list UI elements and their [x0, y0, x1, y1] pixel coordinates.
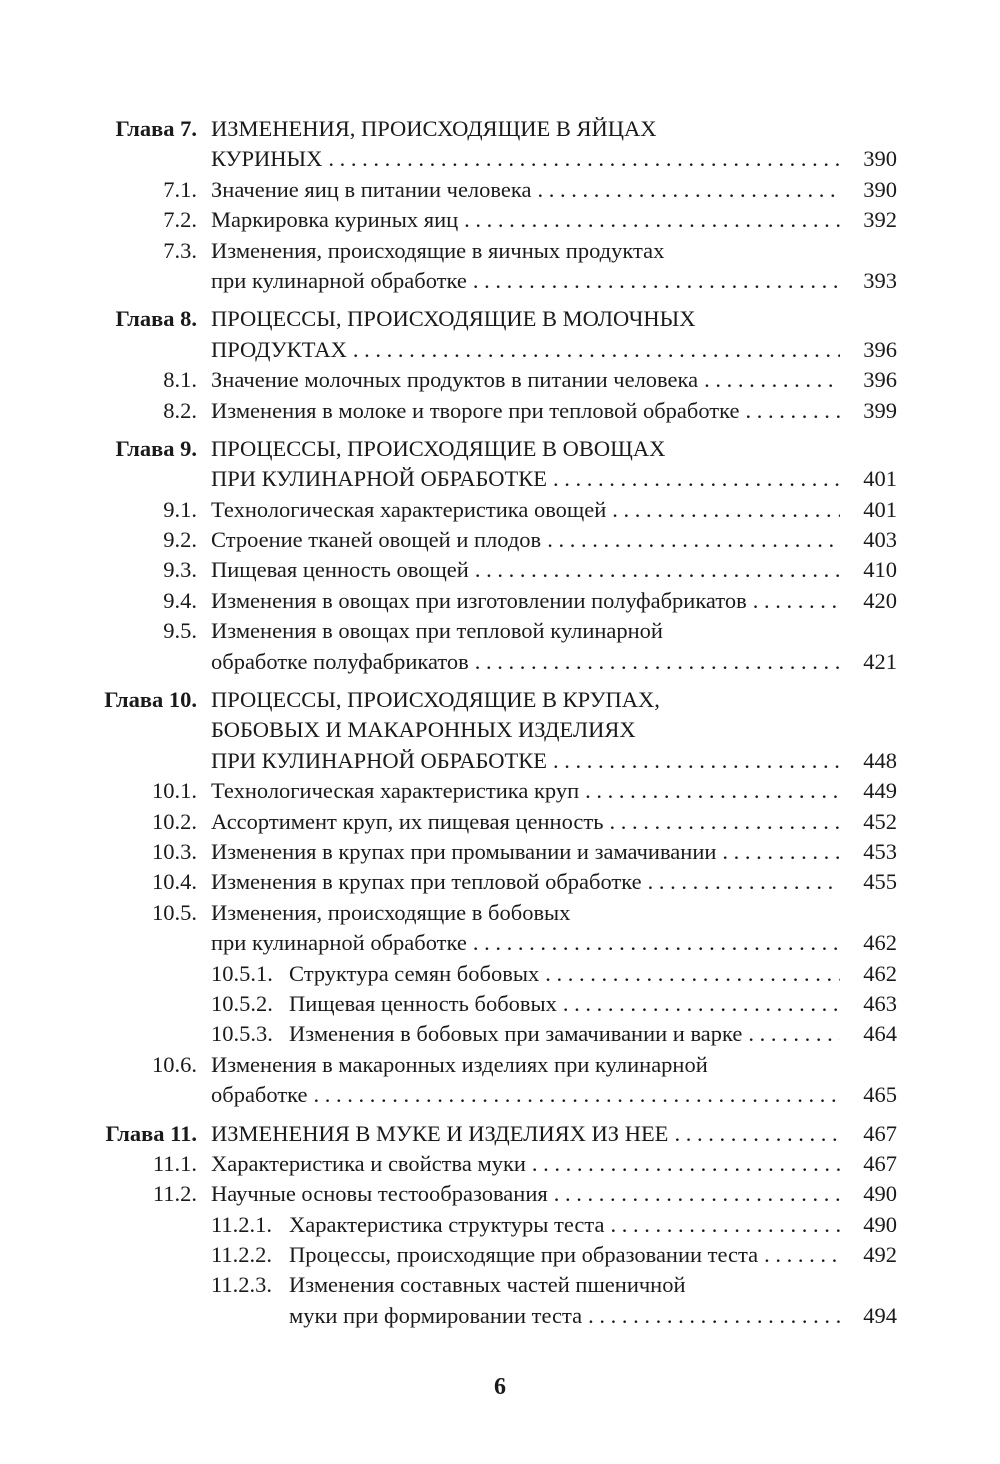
dot-leader	[585, 776, 840, 806]
entry-number: Глава 9.	[115, 435, 197, 461]
entry-number: 11.1.	[152, 1150, 197, 1176]
entry-text-wrap	[289, 959, 840, 989]
entry-title: ИЗМЕНЕНИЯ, ПРОИСХОДЯЩИЕ В ЯЙЦАХ	[211, 116, 657, 141]
entry-title: ПРОДУКТАХ	[211, 336, 347, 362]
entry-title: обработке	[211, 1082, 308, 1108]
entry-title: Изменения в молоке и твороге при тепловой обработке	[211, 397, 740, 423]
entry-page: 421	[863, 648, 897, 674]
entry-title: при кулинарной обработке	[211, 930, 467, 956]
entry-text-wrap	[289, 1301, 840, 1331]
entry-number: Глава 10.	[104, 687, 197, 713]
toc-entry	[0, 1179, 1000, 1209]
entry-title: БОБОВЫХ И МАКАРОННЫХ ИЗДЕЛИЯХ	[211, 717, 636, 743]
dot-leader	[537, 175, 840, 205]
toc-entry	[0, 335, 1000, 365]
entry-title: ПРИ КУЛИНАРНОЙ ОБРАБОТКЕ	[211, 466, 548, 492]
entry-number: 10.5.2.	[211, 990, 273, 1016]
dot-leader	[553, 746, 840, 776]
entry-text-wrap	[211, 616, 840, 646]
entry-title: ИЗМЕНЕНИЯ В МУКЕ И ИЗДЕЛИЯХ ИЗ НЕЕ	[211, 1120, 669, 1146]
dot-leader	[353, 335, 840, 365]
entry-number: 8.2.	[163, 397, 197, 423]
entry-text-wrap	[211, 1050, 840, 1080]
entry-text-wrap	[211, 715, 840, 745]
entry-title: Изменения в крупах при промывании и замачивании	[211, 838, 717, 864]
entry-number: 11.2.3.	[211, 1272, 273, 1298]
dot-leader	[563, 989, 840, 1019]
entry-text-wrap	[211, 586, 840, 616]
entry-page: 390	[863, 146, 897, 172]
dot-leader	[473, 266, 840, 296]
entry-page: 467	[863, 1150, 897, 1176]
entry-title: Характеристика структуры теста	[289, 1211, 605, 1237]
entry-number: 10.5.1.	[211, 960, 273, 986]
entry-title: Структура семян бобовых	[289, 960, 540, 986]
entry-text-wrap	[211, 335, 840, 365]
entry-number: 10.6.	[152, 1051, 197, 1077]
entry-page: 390	[863, 176, 897, 202]
entry-text-wrap	[211, 205, 840, 235]
dot-leader	[753, 586, 840, 616]
toc-entry	[0, 236, 1000, 266]
toc-entry	[0, 1240, 1000, 1270]
entry-title: ПРОЦЕССЫ, ПРОИСХОДЯЩИЕ В МОЛОЧНЫХ	[211, 306, 696, 332]
entry-page: 396	[863, 367, 897, 393]
chapter-heading	[0, 304, 1000, 334]
entry-number: 9.4.	[163, 587, 197, 613]
entry-text-wrap	[211, 555, 840, 585]
entry-title: Изменения в макаронных изделиях при кулинарной	[211, 1051, 708, 1077]
entry-text-wrap	[289, 1019, 840, 1049]
entry-title: Изменения в крупах при тепловой обработке	[211, 869, 642, 895]
dot-leader	[553, 464, 840, 494]
chapter-heading	[0, 114, 1000, 144]
entry-page: 452	[863, 808, 897, 834]
dot-leader	[704, 365, 840, 395]
dot-leader	[473, 928, 840, 958]
entry-title: ПРОЦЕССЫ, ПРОИСХОДЯЩИЕ В ОВОЩАХ	[211, 435, 666, 461]
toc-entry	[0, 898, 1000, 928]
entry-page: 462	[863, 960, 897, 986]
dot-leader	[764, 1240, 840, 1270]
toc-entry	[0, 1149, 1000, 1179]
entry-title: Изменения, происходящие в яичных продуктах	[211, 237, 665, 263]
entry-text-wrap	[211, 144, 840, 174]
toc-entry	[0, 837, 1000, 867]
entry-text-wrap	[211, 685, 840, 715]
entry-text-wrap	[211, 807, 840, 837]
entry-title: Научные основы тестообразования	[211, 1181, 548, 1207]
entry-text-wrap	[211, 898, 840, 928]
entry-number: 10.5.	[152, 899, 197, 925]
chapter-heading	[0, 434, 1000, 464]
toc-entry	[0, 867, 1000, 897]
entry-page: 463	[863, 990, 897, 1016]
entry-page: 448	[863, 747, 897, 773]
entry-text-wrap	[289, 1210, 840, 1240]
entry-title: Изменения в овощах при тепловой кулинарной	[211, 618, 663, 644]
entry-title: Технологическая характеристика круп	[211, 778, 580, 804]
entry-page: 396	[863, 336, 897, 362]
entry-text-wrap	[211, 776, 840, 806]
entry-title: Значение молочных продуктов в питании человека	[211, 367, 699, 393]
dot-leader	[610, 807, 841, 837]
entry-title: Технологическая характеристика овощей	[211, 496, 607, 522]
entry-page: 467	[863, 1120, 897, 1146]
entry-title: Изменения составных частей пшеничной	[289, 1272, 686, 1298]
entry-text-wrap	[211, 396, 840, 426]
entry-number: Глава 8.	[115, 306, 197, 332]
entry-number: 10.4.	[152, 869, 197, 895]
dot-leader	[588, 1301, 840, 1331]
entry-text-wrap	[211, 525, 840, 555]
entry-page: 455	[863, 869, 897, 895]
dot-leader	[746, 396, 841, 426]
entry-number: 9.1.	[163, 496, 197, 522]
entry-text-wrap	[211, 647, 840, 677]
entry-page: 401	[863, 466, 897, 492]
entry-title: Изменения в бобовых при замачивании и варке	[289, 1021, 743, 1047]
entry-text-wrap	[211, 175, 840, 205]
entry-title: ПРИ КУЛИНАРНОЙ ОБРАБОТКЕ	[211, 747, 548, 773]
chapter-heading	[0, 1119, 1000, 1149]
toc-entry	[0, 989, 1000, 1019]
toc-entry	[0, 1301, 1000, 1331]
entry-text-wrap	[211, 1179, 840, 1209]
entry-title: Изменения в овощах при изготовлении полуфабрикатов	[211, 587, 747, 613]
entry-number: 7.1.	[163, 176, 197, 202]
toc-entry	[0, 586, 1000, 616]
toc-entry	[0, 746, 1000, 776]
entry-text-wrap	[211, 837, 840, 867]
entry-title: ПРОЦЕССЫ, ПРОИСХОДЯЩИЕ В КРУПАХ,	[211, 687, 660, 713]
toc-entry	[0, 647, 1000, 677]
entry-text-wrap	[211, 1149, 840, 1179]
chapter-block	[0, 1119, 1000, 1332]
chapter-block	[0, 685, 1000, 1110]
dot-leader	[328, 144, 840, 174]
toc-entry	[0, 1019, 1000, 1049]
chapter-block	[0, 114, 1000, 296]
toc-entry	[0, 365, 1000, 395]
entry-text-wrap	[211, 236, 840, 266]
entry-text-wrap	[211, 365, 840, 395]
entry-text-wrap	[211, 928, 840, 958]
entry-number: 7.3.	[163, 237, 197, 263]
entry-number: 9.3.	[163, 557, 197, 583]
dot-leader	[748, 1019, 840, 1049]
entry-page: 392	[863, 207, 897, 233]
entry-page: 465	[863, 1082, 897, 1108]
entry-title: Значение яиц в питании человека	[211, 176, 532, 202]
dot-leader	[475, 555, 840, 585]
dot-leader	[648, 867, 840, 897]
entry-text-wrap	[211, 304, 840, 334]
page-number: 6	[494, 1374, 506, 1400]
entry-title: Изменения, происходящие в бобовых	[211, 899, 571, 925]
toc-entry	[0, 1270, 1000, 1300]
dot-leader	[314, 1080, 840, 1110]
entry-number: 11.2.1.	[211, 1211, 273, 1237]
dot-leader	[464, 205, 840, 235]
table-of-contents	[0, 114, 1000, 1339]
entry-number: 11.2.	[152, 1181, 197, 1207]
entry-page: 490	[863, 1211, 897, 1237]
entry-text-wrap	[211, 266, 840, 296]
toc-entry	[0, 715, 1000, 745]
toc-entry	[0, 1050, 1000, 1080]
dot-leader	[722, 837, 840, 867]
toc-entry	[0, 205, 1000, 235]
toc-entry	[0, 175, 1000, 205]
entry-title: Маркировка куриных яиц	[211, 207, 459, 233]
toc-entry	[0, 616, 1000, 646]
toc-entry	[0, 266, 1000, 296]
dot-leader	[547, 525, 840, 555]
dot-leader	[475, 647, 840, 677]
entry-number: 9.5.	[163, 618, 197, 644]
chapter-block	[0, 434, 1000, 677]
toc-entry	[0, 928, 1000, 958]
toc-entry	[0, 959, 1000, 989]
entry-title: КУРИНЫХ	[211, 146, 323, 172]
toc-entry	[0, 807, 1000, 837]
entry-page: 490	[863, 1181, 897, 1207]
toc-entry	[0, 144, 1000, 174]
toc-entry	[0, 1210, 1000, 1240]
entry-page: 401	[863, 496, 897, 522]
toc-entry	[0, 1080, 1000, 1110]
dot-leader	[610, 1210, 840, 1240]
entry-title: Процессы, происходящие при образовании теста	[289, 1242, 759, 1268]
entry-text-wrap	[289, 1270, 840, 1300]
entry-text-wrap	[289, 1240, 840, 1270]
chapter-heading	[0, 685, 1000, 715]
entry-title: Характеристика и свойства муки	[211, 1150, 526, 1176]
entry-number: 8.1.	[163, 367, 197, 393]
entry-page: 393	[863, 267, 897, 293]
entry-number: 11.2.2.	[211, 1242, 273, 1268]
entry-title: Строение тканей овощей и плодов	[211, 527, 542, 553]
entry-page: 410	[863, 557, 897, 583]
dot-leader	[545, 959, 840, 989]
toc-entry	[0, 495, 1000, 525]
entry-title: обработке полуфабрикатов	[211, 648, 469, 674]
entry-page: 449	[863, 778, 897, 804]
entry-text-wrap	[211, 867, 840, 897]
dot-leader	[612, 495, 840, 525]
entry-page: 453	[863, 838, 897, 864]
entry-title: муки при формировании теста	[289, 1302, 583, 1328]
entry-number: Глава 7.	[115, 116, 197, 141]
entry-page: 494	[863, 1302, 897, 1328]
entry-number: 10.1.	[152, 778, 197, 804]
entry-number: 10.5.3.	[211, 1021, 273, 1047]
entry-page: 464	[863, 1021, 897, 1047]
dot-leader	[554, 1179, 840, 1209]
entry-page: 492	[863, 1242, 897, 1268]
entry-page: 399	[863, 397, 897, 423]
entry-page: 462	[863, 930, 897, 956]
toc-entry	[0, 555, 1000, 585]
toc-entry	[0, 525, 1000, 555]
entry-title: Пищевая ценность овощей	[211, 557, 469, 583]
entry-text-wrap	[211, 746, 840, 776]
chapter-block	[0, 304, 1000, 426]
entry-title: Ассортимент круп, их пищевая ценность	[211, 808, 604, 834]
entry-text-wrap	[289, 989, 840, 1019]
entry-title: при кулинарной обработке	[211, 267, 467, 293]
entry-number: 9.2.	[163, 527, 197, 553]
entry-page: 420	[863, 587, 897, 613]
entry-number: 10.2.	[152, 808, 197, 834]
dot-leader	[532, 1149, 840, 1179]
entry-number: Глава 11.	[105, 1120, 197, 1146]
dot-leader	[674, 1119, 840, 1149]
entry-text-wrap	[211, 434, 840, 464]
entry-text-wrap	[211, 1119, 840, 1149]
toc-entry	[0, 464, 1000, 494]
entry-text-wrap	[211, 1080, 840, 1110]
toc-entry	[0, 396, 1000, 426]
entry-text-wrap	[211, 495, 840, 525]
toc-entry	[0, 776, 1000, 806]
entry-number: 10.3.	[152, 838, 197, 864]
entry-title: Пищевая ценность бобовых	[289, 990, 557, 1016]
entry-page: 403	[863, 527, 897, 553]
entry-number: 7.2.	[163, 207, 197, 233]
entry-text-wrap	[211, 464, 840, 494]
entry-text-wrap	[211, 114, 840, 144]
